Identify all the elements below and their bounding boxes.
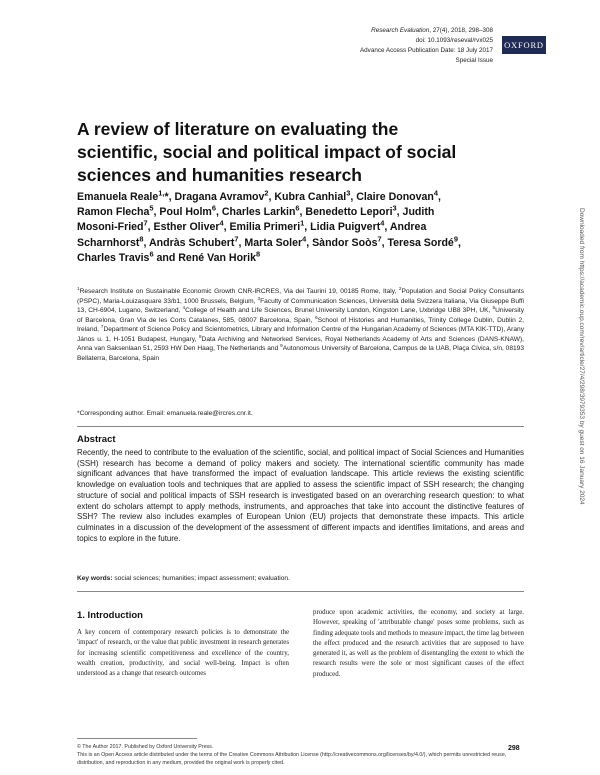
keywords <box>77 575 290 582</box>
journal-header <box>360 26 493 66</box>
corresponding-author: *Corresponding author. Email: emanuela.reale@ircres.cnr.it. <box>77 410 253 417</box>
divider-top <box>77 426 524 427</box>
license-text: This is an Open Access article distributed under the terms of the Creative Commons Attribution License (http://creativecommons.org/licenses/by/4.0/), which permits unrestricted reuse, distribution, and reproduction in any medium, provided the original work is properly cited. <box>77 752 507 766</box>
article-title: A review of literature on evaluating the scientific, social and political impact of social sciences and humanities research <box>77 119 457 185</box>
abstract-heading: Abstract <box>77 434 116 445</box>
download-sidebar <box>578 208 588 568</box>
page-number: 298 <box>508 745 520 752</box>
introduction-heading: 1. Introduction <box>77 610 143 621</box>
author-list: Emanuela Reale$^{1,}$*, Dragana Avramov$^2$, Kubra Canhial$^3$, Claire Donovan$^4$, Ramon Flecha$^5$, Poul Holm$^6$, Charles Larkin$^6$, Benedetto Lepori$^3$, Judith Mosoni-Fried$^7$, Esther Oliver$^4$, Emilia Primeri$^1$, Lidia Puigvert$^4$, Andrea Scharnhorst$^8$, Andràs Schubert$^7$, Marta Soler$^4$, Sàndor Soòs$^7$, Teresa Sordé$^9$, Charles Travis$^6$ and René Van Horik$^8$ <box>77 188 461 264</box>
doi-line[interactable]: doi: 10.1093/reseval/rvx025 <box>415 37 493 44</box>
abstract-text: Recently, the need to contribute to the evaluation of the scientific, social, and political impact of Social Sciences and Humanities (SSH) research has become a demand of policy makers and society. The international scientific community has made significant advances that have transformed the impact of evaluation landscape. This article reviews the existing scientific knowledge on evaluation tools and techniques that are applied to assess the scientific impact of SSH research; the changing structure of social and political impacts of SSH research is investigated based on an overarching research question: to what extent do scholars attempt to apply methods, instruments, and approaches that take into account the distinctive features of SSH? The review also includes examples of European Union (EU) projects that demonstrate these impacts. This article culminates in a discussion of the development of the assessment of different impacts and identifies limitations, and areas and topics to explore in the future. <box>77 448 524 543</box>
license-footer <box>77 743 524 767</box>
oxford-logo: OXFORD <box>502 36 546 54</box>
journal-volume: , 27(4), 2018, 298–308 <box>429 27 493 34</box>
keywords-label: Key words: <box>77 575 113 582</box>
journal-name: Research Evaluation <box>371 27 430 34</box>
intro-column-right: produce upon academic activities, the economy, and society at large. However, speaking of 'attributable change' poses some problems, such as finding adequate tools and methods to measure impact, the time lag between the effect produced and the research activities that are supposed to have generated it, as well as the problem of disentangling the extent to which the research results were the sole or most significant causes of the effect produced. <box>313 609 524 678</box>
intro-column-left: A key concern of contemporary research policies is to demonstrate the 'impact' of research, or the value that public investment in research generates for increasing scientific competitiveness and excellence of the country, wealth creation, productivity, and social well-being. Impact is often understood as a change that research outcomes <box>77 629 289 678</box>
download-note[interactable]: Downloaded from https://academic.oup.com/rev/article/27/4/298/3979353 by guest on 16 January 2024 <box>578 208 585 505</box>
issue-type: Special Issue <box>455 57 493 64</box>
copyright-line: © The Author 2017. Published by Oxford University Press. <box>77 744 214 750</box>
divider-bottom <box>77 591 524 592</box>
footnote-rule <box>77 738 197 739</box>
keywords-text: social sciences; humanities; impact assessment; evaluation. <box>112 575 290 582</box>
advance-access-date: Advance Access Publication Date: 18 July 2017 <box>359 47 493 54</box>
affiliations: $^1$Research Institute on Sustainable Economic Growth CNR-IRCRES, Via dei Taurini 19, 00185 Rome, Italy, $^2$Population and Social Policy Consultants (PSPC), Maria-Louizasquare 33/b1, 1000 Brussels, Belgium, $^3$Faculty of Communication Sciences, Università della Svizzera Italiana, Via Giuseppe Buffi 13, CH-6904, Lugano, Switzerland, $^4$College of Health and Life Sciences, Brunel University London, Kingston Lane, Uxbridge UB8 3PH, UK, $^5$University of Barcelona, Gran Via de les Corts Catalanes, 585, 08007 Barcelona, Spain, $^6$School of Histories and Humanities, Trinity College Dublin, Dublin 2, Ireland, $^7$Department of Science Policy and Scientometrics, Library and Information Centre of the Hungarian Academy of Sciences (MTA KIK-TTD), Arany János u. 1, H-1051 Budapest, Hungary, $^8$Data Archiving and Networked Services, Royal Netherlands Academy of Arts and Sciences (DANS-KNAW), Anna van Saksenlaan 51, 2593 HW Den Haag, The Netherlands and $^9$Autonomous University of Barcelona, Campus de la UAB, Plaça Cívica, s/n, 08193 Bellaterra, Barcelona, Spain <box>77 285 525 362</box>
